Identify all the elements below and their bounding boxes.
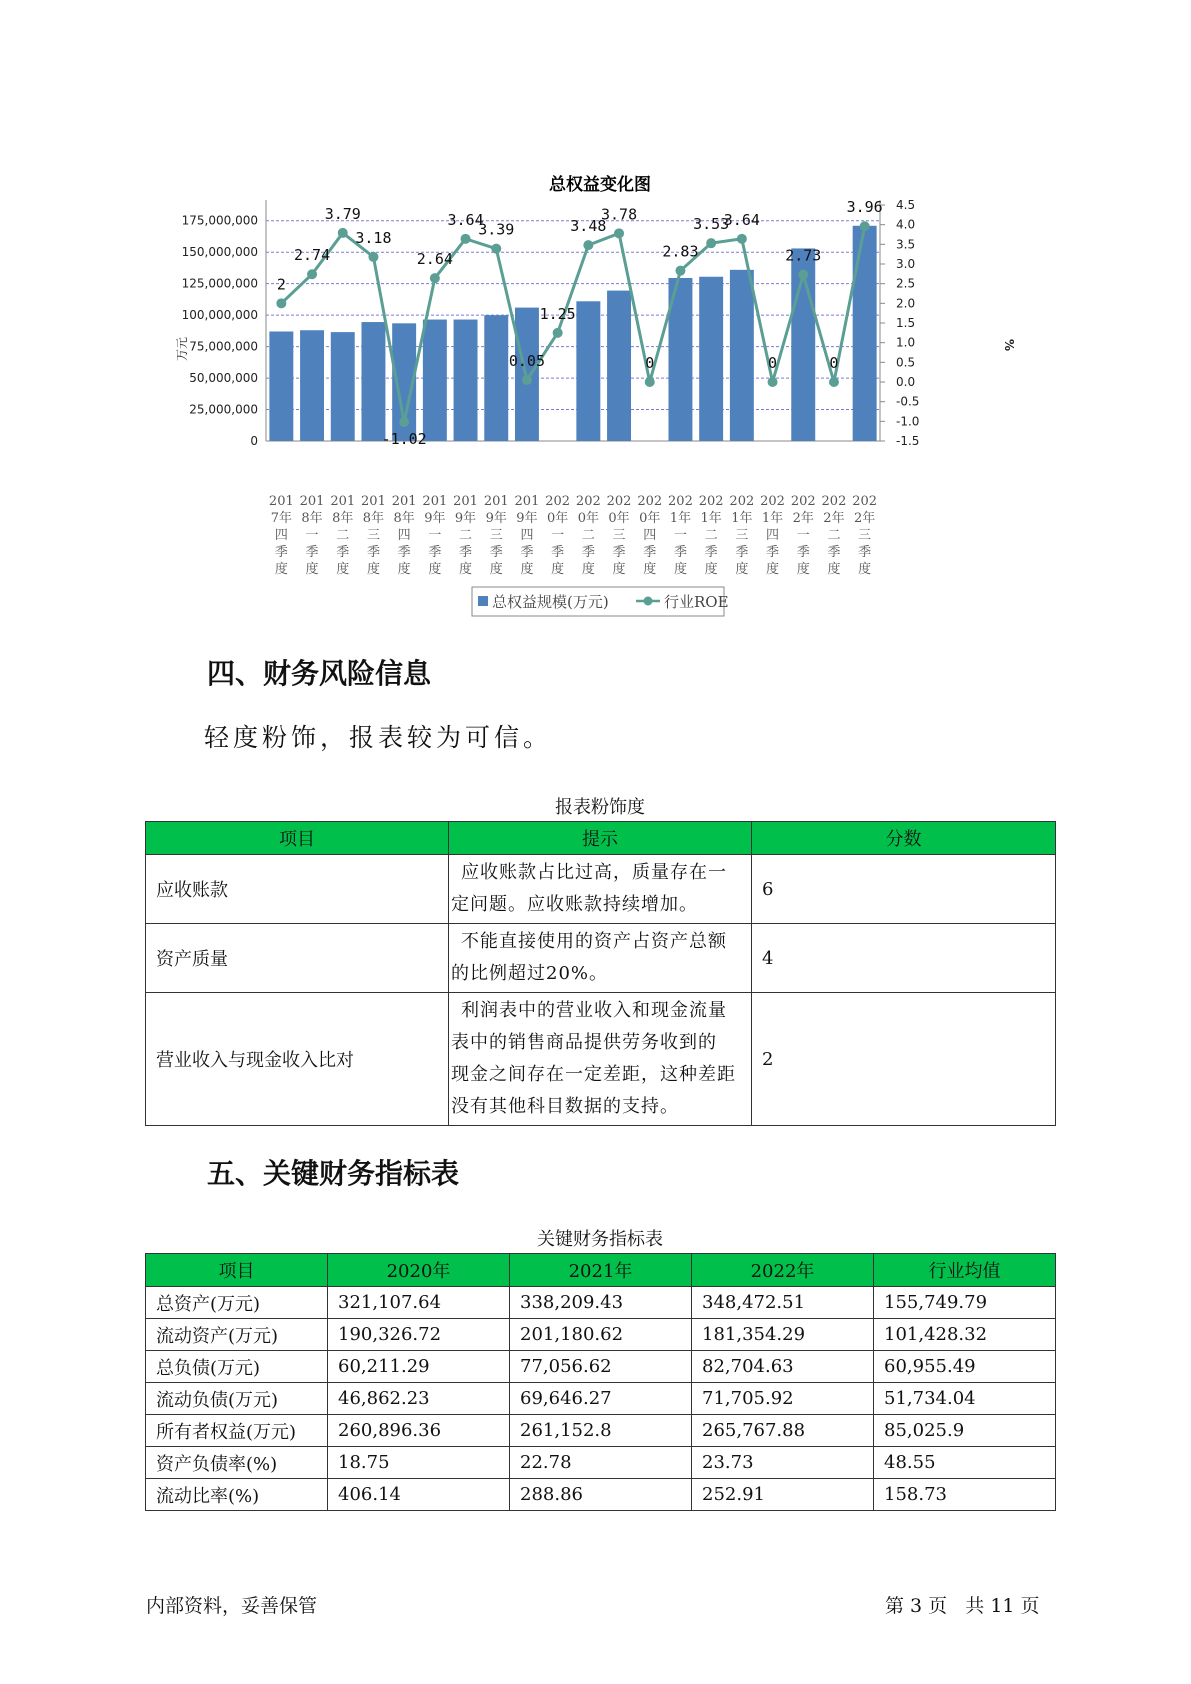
kpi-item: 所有者权益(万元) (146, 1415, 328, 1447)
x-category-label: 度 (520, 562, 534, 577)
y2-tick-label: 2.0 (896, 296, 916, 311)
x-category-label: 201 (330, 494, 356, 509)
kpi-table-header (146, 1254, 1056, 1287)
x-category-label: 201 (391, 494, 417, 509)
x-category-label: 季 (397, 545, 411, 560)
bar (484, 315, 508, 441)
risk-table-header (146, 822, 1056, 855)
risk-score: 6 (752, 855, 1056, 924)
kpi-table-body (146, 1287, 1056, 1511)
kpi-header-2020: 2020年 (328, 1254, 510, 1287)
roe-data-label: 3.96 (846, 198, 883, 217)
y2-tick-label: 4.0 (896, 217, 916, 232)
chart-x-categories (269, 494, 877, 577)
risk-score: 2 (752, 993, 1056, 1126)
x-category-label: 202 (545, 494, 571, 509)
equity-chart (0, 0, 1191, 640)
risk-item: 应收账款 (146, 855, 449, 924)
kpi-item: 流动负债(万元) (146, 1383, 328, 1415)
table-row (146, 1415, 1056, 1447)
x-category-label: 季 (735, 545, 749, 560)
roe-data-label: 3.79 (324, 204, 361, 223)
kpi-value: 201,180.62 (510, 1319, 692, 1351)
bar (454, 320, 478, 441)
kpi-value: 60,211.29 (328, 1351, 510, 1383)
x-category-label: 度 (612, 562, 626, 577)
risk-table (145, 821, 1056, 1126)
y2-tick-label: 0.5 (896, 355, 916, 370)
x-category-label: 201 (361, 494, 386, 509)
bar (853, 226, 877, 441)
x-category-label: 8年 (301, 511, 323, 526)
x-category-label: 201 (268, 494, 294, 509)
x-category-label: 度 (735, 562, 749, 577)
x-category-label: 202 (606, 494, 632, 509)
x-category-label: 四 (397, 528, 411, 543)
roe-data-label: 2.73 (785, 246, 822, 265)
kpi-value: 60,955.49 (874, 1351, 1056, 1383)
x-category-label: 季 (274, 545, 288, 560)
roe-point (829, 377, 839, 387)
table-row (146, 1479, 1056, 1511)
risk-hint (449, 855, 752, 924)
x-category-label: 度 (397, 562, 411, 577)
roe-data-label: 0 (645, 354, 655, 372)
x-category-label: 二 (581, 528, 595, 543)
x-category-label: 8年 (332, 511, 354, 526)
risk-hint-line: 现金之间存在一定差距，这种差距 (451, 1064, 736, 1085)
roe-data-label: 3.78 (600, 205, 638, 224)
roe-point (768, 377, 778, 387)
bar (607, 291, 631, 441)
kpi-value: 85,025.9 (874, 1415, 1056, 1447)
roe-point (553, 328, 563, 338)
x-category-label: 季 (551, 545, 565, 560)
x-category-label: 季 (673, 545, 687, 560)
kpi-value: 22.78 (510, 1447, 692, 1479)
x-category-label: 一 (305, 528, 319, 543)
y-tick-label: 75,000,000 (189, 339, 258, 354)
roe-point (675, 266, 685, 276)
roe-data-label: 3.53 (693, 215, 730, 234)
bar (331, 332, 355, 441)
x-category-label: 202 (668, 494, 693, 509)
kpi-item: 流动比率(%) (146, 1479, 328, 1511)
x-category-label: 度 (858, 562, 872, 577)
x-category-label: 1年 (700, 511, 722, 526)
roe-data-label: 0.05 (508, 352, 546, 371)
x-category-label: 9年 (485, 511, 507, 526)
kpi-value: 48.55 (874, 1447, 1056, 1479)
x-category-label: 9年 (516, 511, 538, 526)
table-row (146, 1287, 1056, 1319)
risk-table-caption: 报表粉饰度 (555, 797, 645, 818)
section5-heading: 五、关键财务指标表 (207, 1157, 460, 1190)
risk-hint-line: 利润表中的营业收入和现金流量 (461, 1000, 727, 1021)
bar (576, 301, 600, 441)
x-category-label: 三 (735, 528, 749, 543)
roe-point (307, 269, 317, 279)
kpi-value: 288.86 (510, 1479, 692, 1511)
x-category-label: 202 (821, 494, 847, 509)
x-category-label: 1年 (731, 511, 753, 526)
roe-point (798, 270, 808, 280)
x-category-label: 二 (704, 528, 718, 543)
roe-data-label: 3.39 (478, 220, 515, 239)
roe-point (645, 377, 655, 387)
roe-point (614, 228, 624, 238)
y2-axis-label: % (1002, 338, 1016, 352)
footer-page-number: 第 3 页 共 11 页 (885, 1595, 1040, 1617)
roe-data-label: 3.18 (355, 228, 392, 247)
table-row (146, 855, 1056, 924)
roe-point (737, 234, 747, 244)
x-category-label: 度 (551, 562, 565, 577)
kpi-header-2021: 2021年 (510, 1254, 692, 1287)
kpi-value: 18.75 (328, 1447, 510, 1479)
x-category-label: 度 (336, 562, 350, 577)
kpi-value: 321,107.64 (328, 1287, 510, 1319)
kpi-table-caption: 关键财务指标表 (537, 1229, 663, 1250)
roe-data-label: 2.64 (416, 250, 453, 269)
x-category-label: 四 (520, 528, 534, 543)
x-category-label: 201 (483, 494, 509, 509)
x-category-label: 201 (453, 494, 478, 509)
risk-hint (449, 993, 752, 1126)
y-tick-label: 50,000,000 (189, 371, 258, 386)
x-category-label: 季 (827, 545, 841, 560)
x-category-label: 度 (305, 562, 319, 577)
x-category-label: 2年 (854, 511, 876, 526)
x-category-label: 度 (428, 562, 442, 577)
x-category-label: 三 (612, 528, 626, 543)
x-category-label: 二 (827, 528, 841, 543)
risk-summary: 轻度粉饰，报表较为可信。 (204, 723, 553, 752)
x-category-label: 度 (489, 562, 503, 577)
x-category-label: 季 (336, 545, 350, 560)
x-category-label: 2年 (792, 511, 814, 526)
roe-data-label: 0 (768, 354, 778, 372)
roe-point (706, 238, 716, 248)
x-category-label: 季 (428, 545, 442, 560)
table-row (146, 1383, 1056, 1415)
kpi-value: 190,326.72 (328, 1319, 510, 1351)
kpi-value: 181,354.29 (692, 1319, 874, 1351)
kpi-value: 69,646.27 (510, 1383, 692, 1415)
x-category-label: 度 (796, 562, 810, 577)
bar (423, 320, 447, 441)
bar (730, 270, 754, 441)
x-category-label: 201 (299, 494, 325, 509)
risk-item: 营业收入与现金收入比对 (146, 993, 449, 1126)
legend-bar-swatch (478, 596, 488, 606)
x-category-label: 四 (766, 528, 780, 543)
x-category-label: 度 (366, 562, 380, 577)
x-category-label: 0年 (547, 511, 569, 526)
legend-line-marker (644, 597, 653, 606)
x-category-label: 季 (489, 545, 503, 560)
kpi-value: 265,767.88 (692, 1415, 874, 1447)
roe-data-label: 2.74 (293, 246, 331, 265)
roe-point (583, 240, 593, 250)
x-category-label: 9年 (424, 511, 446, 526)
kpi-item: 资产负债率(%) (146, 1447, 328, 1479)
roe-point (491, 244, 501, 254)
roe-point (399, 417, 409, 427)
roe-data-label: -1.02 (381, 430, 427, 449)
chart-legend (472, 587, 729, 616)
y-tick-label: 0 (250, 434, 258, 448)
chart-title: 总权益变化图 (549, 175, 651, 195)
x-category-label: 二 (459, 528, 473, 543)
kpi-value: 158.73 (874, 1479, 1056, 1511)
kpi-item: 流动资产(万元) (146, 1319, 328, 1351)
risk-header-hint: 提示 (449, 822, 752, 855)
legend-line-label: 行业ROE (664, 593, 729, 611)
kpi-value: 338,209.43 (510, 1287, 692, 1319)
y2-tick-label: 2.5 (896, 276, 916, 291)
section4-heading: 四、财务风险信息 (207, 657, 432, 690)
y2-tick-label: 1.0 (896, 335, 916, 350)
kpi-header-2022: 2022年 (692, 1254, 874, 1287)
roe-point (368, 252, 378, 262)
roe-data-label: 3.64 (447, 210, 484, 229)
kpi-value: 77,056.62 (510, 1351, 692, 1383)
y-tick-label: 100,000,000 (181, 308, 258, 323)
x-category-label: 202 (698, 494, 724, 509)
y2-tick-label: -1.5 (896, 434, 920, 448)
roe-data-label: 3.48 (570, 217, 607, 236)
risk-hint-line: 定问题。应收账款持续增加。 (451, 894, 698, 915)
roe-point (461, 234, 471, 244)
x-category-label: 1年 (761, 511, 784, 526)
roe-point (276, 298, 286, 308)
x-category-label: 三 (858, 528, 872, 543)
footer-confidential-note: 内部资料，妥善保管 (146, 1595, 318, 1617)
kpi-value: 155,749.79 (874, 1287, 1056, 1319)
table-row (146, 1319, 1056, 1351)
x-category-label: 度 (827, 562, 841, 577)
x-category-label: 一 (428, 528, 442, 543)
risk-hint-line: 的比例超过20%。 (451, 963, 609, 984)
kpi-value: 260,896.36 (328, 1415, 510, 1447)
x-category-label: 四 (643, 528, 657, 543)
risk-hint (449, 924, 752, 993)
kpi-value: 101,428.32 (874, 1319, 1056, 1351)
kpi-value: 46,862.23 (328, 1383, 510, 1415)
roe-point (338, 228, 348, 238)
x-category-label: 季 (520, 545, 534, 560)
kpi-value: 261,152.8 (510, 1415, 692, 1447)
x-category-label: 季 (796, 545, 810, 560)
risk-hint-line: 表中的销售商品提供劳务收到的 (451, 1032, 717, 1053)
bar (269, 331, 293, 441)
risk-hint-line: 没有其他科目数据的支持。 (451, 1096, 679, 1117)
x-category-label: 四 (274, 528, 288, 543)
roe-point (522, 375, 532, 385)
y2-tick-label: -0.5 (896, 394, 920, 409)
kpi-value: 71,705.92 (692, 1383, 874, 1415)
x-category-label: 9年 (454, 511, 477, 526)
x-category-label: 季 (366, 545, 380, 560)
kpi-table (145, 1253, 1056, 1511)
x-category-label: 202 (637, 494, 663, 509)
y2-tick-label: 3.5 (896, 237, 916, 252)
y-tick-label: 25,000,000 (189, 402, 258, 417)
x-category-label: 二 (336, 528, 350, 543)
bar (361, 322, 385, 441)
x-category-label: 0年 (608, 511, 630, 526)
x-category-label: 202 (760, 494, 785, 509)
roe-data-label: 2.83 (662, 242, 699, 261)
roe-data-label: 2 (276, 275, 286, 294)
kpi-value: 348,472.51 (692, 1287, 874, 1319)
kpi-value: 51,734.04 (874, 1383, 1056, 1415)
x-category-label: 2年 (823, 511, 845, 526)
x-category-label: 一 (673, 528, 687, 543)
x-category-label: 0年 (577, 511, 599, 526)
kpi-item: 总负债(万元) (146, 1351, 328, 1383)
x-category-label: 202 (729, 494, 755, 509)
table-row (146, 1351, 1056, 1383)
y2-tick-label: 0.0 (896, 375, 916, 389)
x-category-label: 8年 (362, 511, 385, 526)
risk-header-item: 项目 (146, 822, 449, 855)
x-category-label: 202 (852, 494, 878, 509)
y2-tick-label: 4.5 (896, 198, 916, 212)
risk-hint-line: 应收账款占比过高，质量存在一 (461, 862, 727, 883)
y-tick-label: 150,000,000 (181, 245, 258, 260)
kpi-value: 23.73 (692, 1447, 874, 1479)
kpi-value: 406.14 (328, 1479, 510, 1511)
y2-tick-label: 1.5 (896, 316, 916, 330)
x-category-label: 一 (796, 528, 810, 543)
y2-tick-label: -1.0 (896, 414, 920, 429)
kpi-header-item: 项目 (146, 1254, 328, 1287)
table-row (146, 924, 1056, 993)
x-category-label: 度 (459, 562, 473, 577)
y-tick-label: 175,000,000 (181, 213, 258, 228)
x-category-label: 度 (673, 562, 687, 577)
x-category-label: 季 (643, 545, 657, 560)
risk-hint-line: 不能直接使用的资产占资产总额 (461, 931, 727, 952)
x-category-label: 1年 (669, 511, 692, 526)
x-category-label: 季 (459, 545, 473, 560)
y-axis-label: 万元 (175, 336, 189, 362)
y2-tick-label: 3.0 (896, 257, 916, 271)
x-category-label: 季 (612, 545, 626, 560)
x-category-label: 度 (643, 562, 657, 577)
kpi-header-industry-avg: 行业均值 (874, 1254, 1056, 1287)
x-category-label: 201 (514, 494, 540, 509)
table-row (146, 993, 1056, 1126)
x-category-label: 7年 (270, 511, 292, 526)
kpi-value: 82,704.63 (692, 1351, 874, 1383)
risk-header-score: 分数 (752, 822, 1056, 855)
x-category-label: 三 (366, 528, 380, 543)
x-category-label: 201 (422, 494, 448, 509)
roe-data-label: 3.64 (723, 210, 760, 229)
legend-bar-label: 总权益规模(万元) (492, 593, 609, 611)
x-category-label: 度 (274, 562, 288, 577)
x-category-label: 度 (581, 562, 595, 577)
risk-score: 4 (752, 924, 1056, 993)
bar (699, 277, 723, 441)
x-category-label: 季 (766, 545, 780, 560)
roe-data-label: 1.25 (539, 304, 576, 323)
x-category-label: 8年 (393, 511, 415, 526)
x-category-label: 度 (766, 562, 780, 577)
bar (300, 330, 324, 441)
x-category-label: 202 (575, 494, 601, 509)
roe-data-label: 0 (829, 354, 839, 372)
roe-point (430, 273, 440, 283)
x-category-label: 季 (704, 545, 718, 560)
x-category-label: 季 (581, 545, 595, 560)
x-category-label: 季 (858, 545, 872, 560)
risk-item: 资产质量 (146, 924, 449, 993)
x-category-label: 季 (305, 545, 319, 560)
x-category-label: 度 (704, 562, 718, 577)
x-category-label: 202 (790, 494, 816, 509)
roe-point (860, 221, 870, 231)
x-category-label: 0年 (639, 511, 661, 526)
x-category-label: 三 (489, 528, 503, 543)
x-category-label: 一 (551, 528, 565, 543)
kpi-item: 总资产(万元) (146, 1287, 328, 1319)
kpi-value: 252.91 (692, 1479, 874, 1511)
table-row (146, 1447, 1056, 1479)
y-tick-label: 125,000,000 (181, 276, 258, 291)
